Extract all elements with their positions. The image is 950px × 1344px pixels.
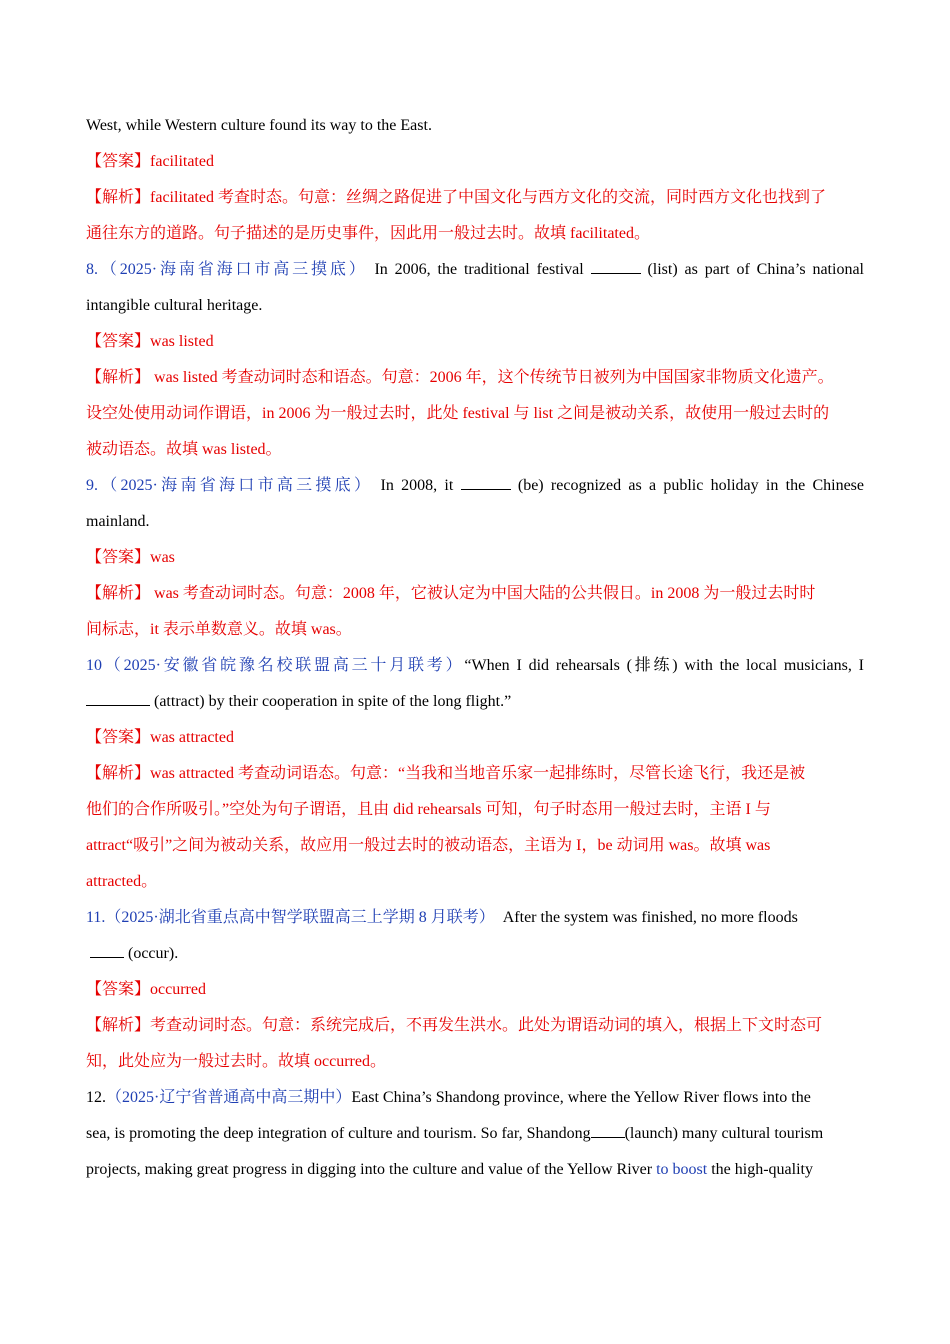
answer-blank [90,939,124,958]
question-source: （2025·海南省海口市高三摸底） [98,477,374,494]
explanation-label: 【解析】 [86,369,151,386]
question-source: （2025·海南省海口市高三摸底） [98,261,368,278]
answer-value: facilitated [150,153,214,170]
text-line: (attract) by their cooperation in spite of the long flight.” [86,684,864,720]
explanation-line: 被动语态。故填 was listed。 [86,441,282,458]
question-number: 11. [86,909,106,926]
explanation-line: 【解析】facilitated 考查时态。句意：丝绸之路促进了中国文化与西方文化的交流，同时西方文化也找到了 [86,189,826,206]
explanation-label: 【解析】 [86,1017,151,1034]
explanation-label: 【解析】 [86,765,151,782]
answer-blank [461,471,511,490]
answer-line [86,144,864,180]
answer-label: 【答案】 [86,333,151,350]
explanation-line: 【解析】考查动词时态。句意：系统完成后，不再发生洪水。此处为谓语动词的填入，根据上下文时态可 [86,1017,823,1034]
explanation-line: 【解析】 was listed 考查动词时态和语态。句意：2006 年，这个传统节日被列为中国国家非物质文化遗产。 [86,369,834,386]
explanation-label: 【解析】 [86,189,151,206]
explanation-label: 【解析】 [86,585,151,602]
explanation-line: 设空处使用动词作谓语，in 2006 为一般过去时，此处 festival 与 list 之间是被动关系，故使用一般过去时的 [86,405,830,422]
answer-line [86,324,864,360]
explanation-line: 通往东方的道路。句子描述的是历史事件，因此用一般过去时。故填 facilitated。 [86,225,650,242]
answer-blank [86,687,150,706]
answer-value: was attracted [150,729,234,746]
question-source: （2025·辽宁省普通高中高三期中） [106,1089,352,1106]
question-number: 8. [86,261,98,278]
question-8: 8.（2025·海南省海口市高三摸底） In 2006, the traditional festival (list) as part of China’s national [86,252,864,288]
explanation-line: attracted。 [86,873,158,890]
answer-label: 【答案】 [86,549,151,566]
explanation-line: 间标志，it 表示单数意义。故填 was。 [86,621,352,638]
text-line: projects, making great progress in digging into the culture and value of the Yellow River to boost the high-quality [86,1161,813,1178]
question-source: （2025·湖北省重点高中智学联盟高三上学期 8 月联考） [105,909,495,926]
question-12: 12.（2025·辽宁省普通高中高三期中）East China’s Shandong province, where the Yellow River flows into the [86,1089,811,1106]
explanation-line: 【解析】 was 考查动词时态。句意：2008 年，它被认定为中国大陆的公共假日。in 2008 为一般过去时时 [86,585,816,602]
document-page [86,108,864,1188]
question-number: 12. [86,1089,106,1106]
text-line: intangible cultural heritage. [86,297,263,314]
explanation-line: 【解析】was attracted 考查动词语态。句意：“当我和当地音乐家一起排练时，尽管长途飞行，我还是被 [86,765,806,782]
answer-label: 【答案】 [86,153,151,170]
answer-label: 【答案】 [86,729,151,746]
text-line: sea, is promoting the deep integration of culture and tourism. So far, Shandong (launch) many cultural tourism [86,1116,864,1152]
answer-value: was listed [150,333,214,350]
highlighted-phrase: to boost [656,1161,708,1178]
answer-value: was [150,549,175,566]
answer-line [86,720,864,756]
question-number: 10 [86,657,102,674]
answer-blank [591,1119,625,1138]
question-source: （2025·安徽省皖豫名校联盟高三十月联考） [102,657,465,674]
text-line: (occur). [86,936,864,972]
text-line: mainland. [86,513,150,530]
answer-value: occurred [150,981,206,998]
answer-line [86,540,864,576]
question-number: 9. [86,477,98,494]
question-11: 11.（2025·湖北省重点高中智学联盟高三上学期 8 月联考） After the system was finished, no more floods [86,909,798,926]
text-line: West, while Western culture found its way to the East. [86,117,432,134]
explanation-line: 知，此处应为一般过去时。故填 occurred。 [86,1053,386,1070]
explanation-line: attract“吸引”之间为被动关系，故应用一般过去时的被动语态，主语为 I，be 动词用 was。故填 was [86,837,771,854]
answer-label: 【答案】 [86,981,151,998]
explanation-line: 他们的合作所吸引。”空处为句子谓语，且由 did rehearsals 可知，句子时态用一般过去时，主语 I 与 [86,801,771,818]
answer-line [86,972,864,1008]
question-10: 10（2025·安徽省皖豫名校联盟高三十月联考）“When I did rehearsals (排练) with the local musicians, I [86,657,864,674]
question-9: 9.（2025·海南省海口市高三摸底） In 2008, it (be) recognized as a public holiday in the Chinese [86,468,864,504]
answer-blank [591,255,641,274]
